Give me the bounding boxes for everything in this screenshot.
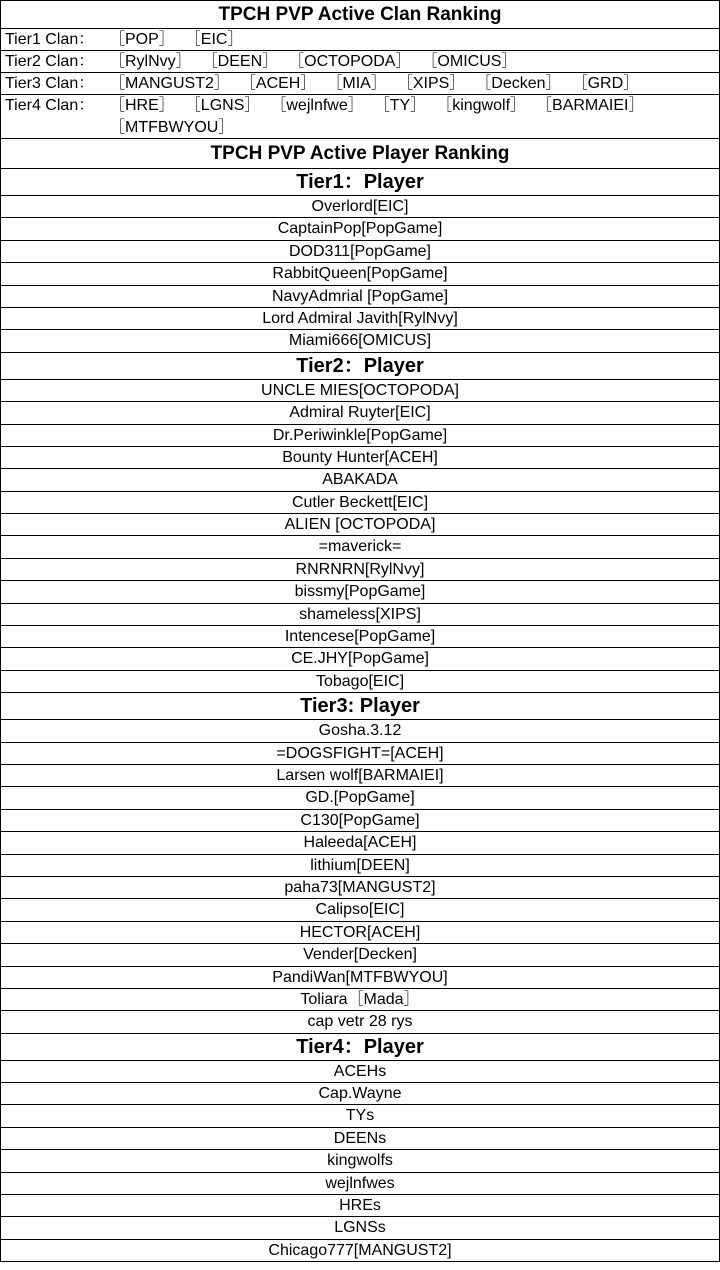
clan-tier-row-3 xyxy=(1,73,719,95)
clan-tier-label: Tier1 Clan： xyxy=(5,31,95,48)
clan-ranking-title: TPCH PVP Active Clan Ranking xyxy=(1,1,719,29)
player-row: CaptainPop[PopGame] xyxy=(1,218,719,240)
player-row: Miami666[OMICUS] xyxy=(1,330,719,352)
player-row: cap vetr 28 rys xyxy=(1,1011,719,1033)
clan-tag: ［ACEH］ xyxy=(239,75,317,92)
clan-tag: ［OCTOPODA］ xyxy=(288,53,412,70)
tier-2-player-header: Tier2：Player xyxy=(1,353,719,380)
player-row: NavyAdmrial [PopGame] xyxy=(1,286,719,308)
player-ranking-title: TPCH PVP Active Player Ranking xyxy=(1,139,719,169)
player-row: =DOGSFIGHT=[ACEH] xyxy=(1,743,719,765)
player-row: C130[PopGame] xyxy=(1,810,719,832)
player-row: shameless[XIPS] xyxy=(1,604,719,626)
player-row: Haleeda[ACEH] xyxy=(1,832,719,854)
clan-tag: ［MANGUST2］ xyxy=(109,75,230,92)
clan-tag-list xyxy=(109,51,709,72)
player-row: Larsen wolf[BARMAIEI] xyxy=(1,765,719,787)
player-row: Tobago[EIC] xyxy=(1,671,719,693)
player-row: Admiral Ruyter[EIC] xyxy=(1,402,719,424)
tier-3-player-header: Tier3: Player xyxy=(1,693,719,720)
player-row: CE.JHY[PopGame] xyxy=(1,648,719,670)
player-row: paha73[MANGUST2] xyxy=(1,877,719,899)
player-row: GD.[PopGame] xyxy=(1,787,719,809)
player-row: Gosha.3.12 xyxy=(1,720,719,742)
clan-tag: ［XIPS］ xyxy=(396,75,466,92)
player-row: ALIEN [OCTOPODA] xyxy=(1,514,719,536)
clan-tier-row-4 xyxy=(1,95,719,139)
clan-tier-row-1 xyxy=(1,29,719,51)
clan-tag: ［Decken］ xyxy=(475,75,562,92)
clan-tag: ［POP］ xyxy=(109,31,175,48)
clan-tag-list xyxy=(109,73,709,94)
clan-tag: ［BARMAIEI］ xyxy=(536,97,645,114)
player-row: DEENs xyxy=(1,1128,719,1150)
player-row: Chicago777[MANGUST2] xyxy=(1,1240,719,1262)
player-row: Toliara［Mada］ xyxy=(1,989,719,1011)
clan-tag: ［EIC］ xyxy=(184,31,244,48)
player-row: Cutler Beckett[EIC] xyxy=(1,492,719,514)
player-row: Intencese[PopGame] xyxy=(1,626,719,648)
clan-tag: ［MTFBWYOU］ xyxy=(109,118,235,136)
player-row: =maverick= xyxy=(1,536,719,558)
tier-1-player-header: Tier1：Player xyxy=(1,169,719,196)
clan-tier-label: Tier2 Clan： xyxy=(5,53,95,70)
player-row: Cap.Wayne xyxy=(1,1083,719,1105)
clan-tag: ［DEEN］ xyxy=(201,53,279,70)
player-row: Lord Admiral Javith[RylNvy] xyxy=(1,308,719,330)
tier-4-player-header: Tier4：Player xyxy=(1,1034,719,1061)
player-row: bissmy[PopGame] xyxy=(1,581,719,603)
clan-tier-row-2 xyxy=(1,51,719,73)
clan-tier-label: Tier3 Clan： xyxy=(5,75,95,92)
player-row: lithium[DEEN] xyxy=(1,855,719,877)
clan-tag: ［LGNS］ xyxy=(184,97,261,114)
player-row: DOD311[PopGame] xyxy=(1,241,719,263)
player-row: HECTOR[ACEH] xyxy=(1,922,719,944)
clan-tag-list xyxy=(109,29,709,50)
clan-tag-list xyxy=(109,95,709,138)
player-row: Overlord[EIC] xyxy=(1,196,719,218)
player-row: ACEHs xyxy=(1,1061,719,1083)
clan-tag: ［GRD］ xyxy=(571,75,640,92)
clan-tag: ［kingwolf］ xyxy=(436,97,527,114)
player-row: Bounty Hunter[ACEH] xyxy=(1,447,719,469)
player-row: UNCLE MIES[OCTOPODA] xyxy=(1,380,719,402)
clan-tier-label: Tier4 Clan： xyxy=(5,97,95,114)
clan-tag: ［HRE］ xyxy=(109,97,175,114)
player-row: ABAKADA xyxy=(1,469,719,491)
clan-tag: ［RylNvy］ xyxy=(109,53,192,70)
player-row: Dr.Periwinkle[PopGame] xyxy=(1,425,719,447)
player-row: wejlnfwes xyxy=(1,1173,719,1195)
player-row: Vender[Decken] xyxy=(1,944,719,966)
player-row: LGNSs xyxy=(1,1217,719,1239)
player-row: Calipso[EIC] xyxy=(1,899,719,921)
player-ranking-sections xyxy=(1,169,719,1262)
player-row: PandiWan[MTFBWYOU] xyxy=(1,967,719,989)
clan-tag: ［wejlnfwe］ xyxy=(270,97,364,114)
clan-tag: ［OMICUS］ xyxy=(421,53,518,70)
player-row: kingwolfs xyxy=(1,1150,719,1172)
player-row: TYs xyxy=(1,1105,719,1127)
player-row: RabbitQueen[PopGame] xyxy=(1,263,719,285)
clan-tag: ［MIA］ xyxy=(326,75,387,92)
clan-tag: ［TY］ xyxy=(373,97,427,114)
player-row: RNRNRN[RylNvy] xyxy=(1,559,719,581)
player-row: HREs xyxy=(1,1195,719,1217)
